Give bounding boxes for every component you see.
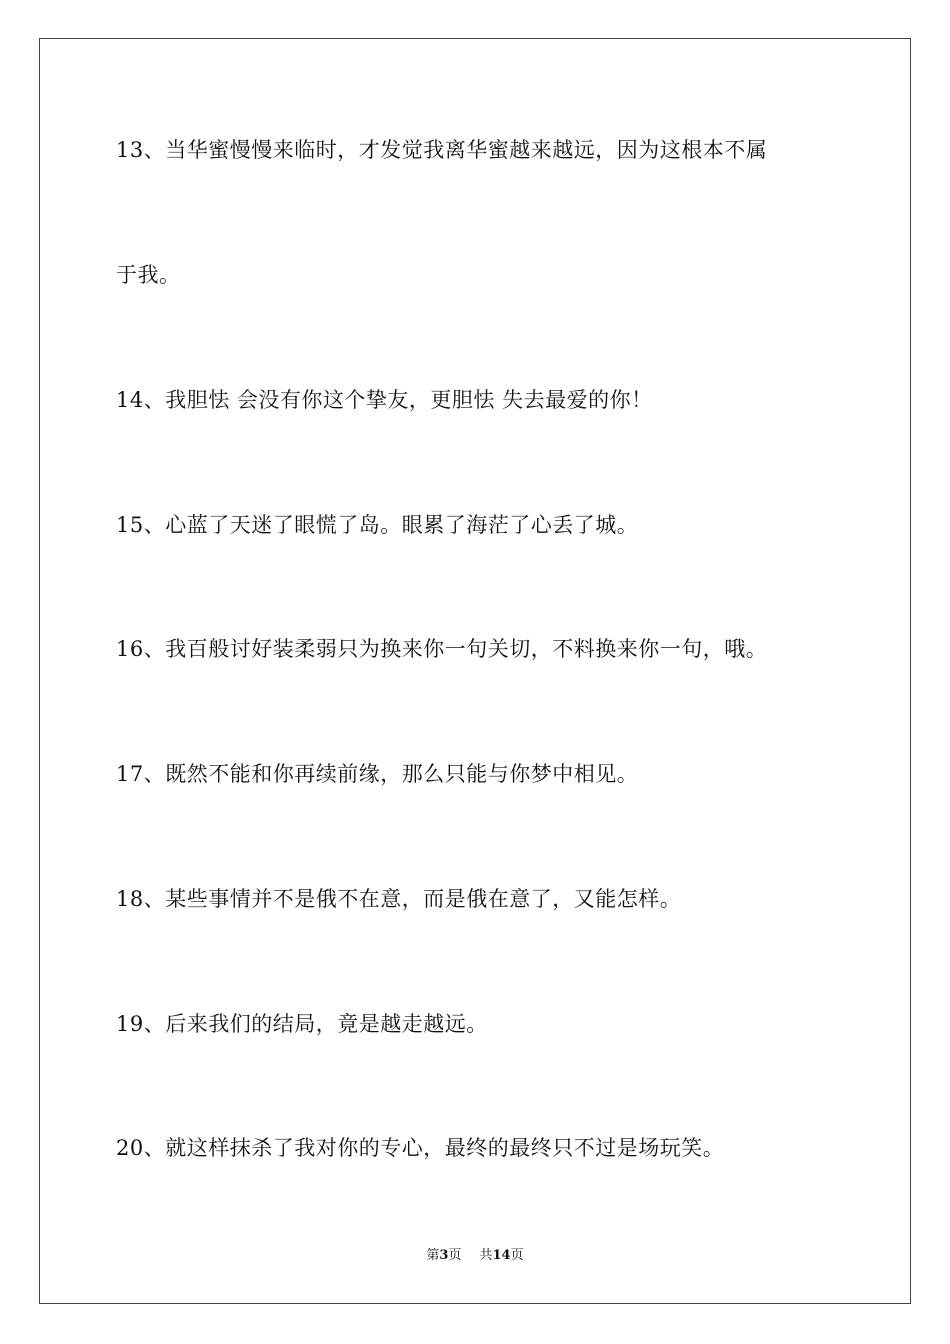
text-line-13a: 13、当华蜜慢慢来临时，才发觉我离华蜜越来越远，因为这根本不属 (116, 138, 768, 162)
text-line-15: 15、心蓝了天迷了眼慌了岛。眼累了海茫了心丢了城。 (116, 513, 639, 537)
text-line-14: 14、我胆怯 会没有你这个挚友，更胆怯 失去最爱的你！ (116, 388, 653, 412)
current-page-number: 3 (439, 1248, 449, 1263)
page-frame (39, 38, 911, 1304)
text-line-20: 20、就这样抹杀了我对你的专心，最终的最终只不过是场玩笑。 (116, 1136, 725, 1160)
page-prefix: 第 (426, 1248, 440, 1263)
page-suffix: 页 (448, 1248, 462, 1263)
page-footer (0, 1248, 950, 1264)
text-line-18: 18、某些事情并不是俄不在意，而是俄在意了，又能怎样。 (116, 887, 682, 911)
total-suffix: 页 (510, 1248, 524, 1263)
text-line-13b: 于我。 (116, 263, 181, 287)
total-prefix: 共 (479, 1248, 493, 1263)
total-page-number: 14 (492, 1248, 511, 1263)
text-line-19: 19、后来我们的结局，竟是越走越远。 (116, 1012, 488, 1036)
text-line-16: 16、我百般讨好装柔弱只为换来你一句关切，不料换来你一句，哦。 (116, 637, 768, 661)
text-line-17: 17、既然不能和你再续前缘，那么只能与你梦中相见。 (116, 762, 639, 786)
